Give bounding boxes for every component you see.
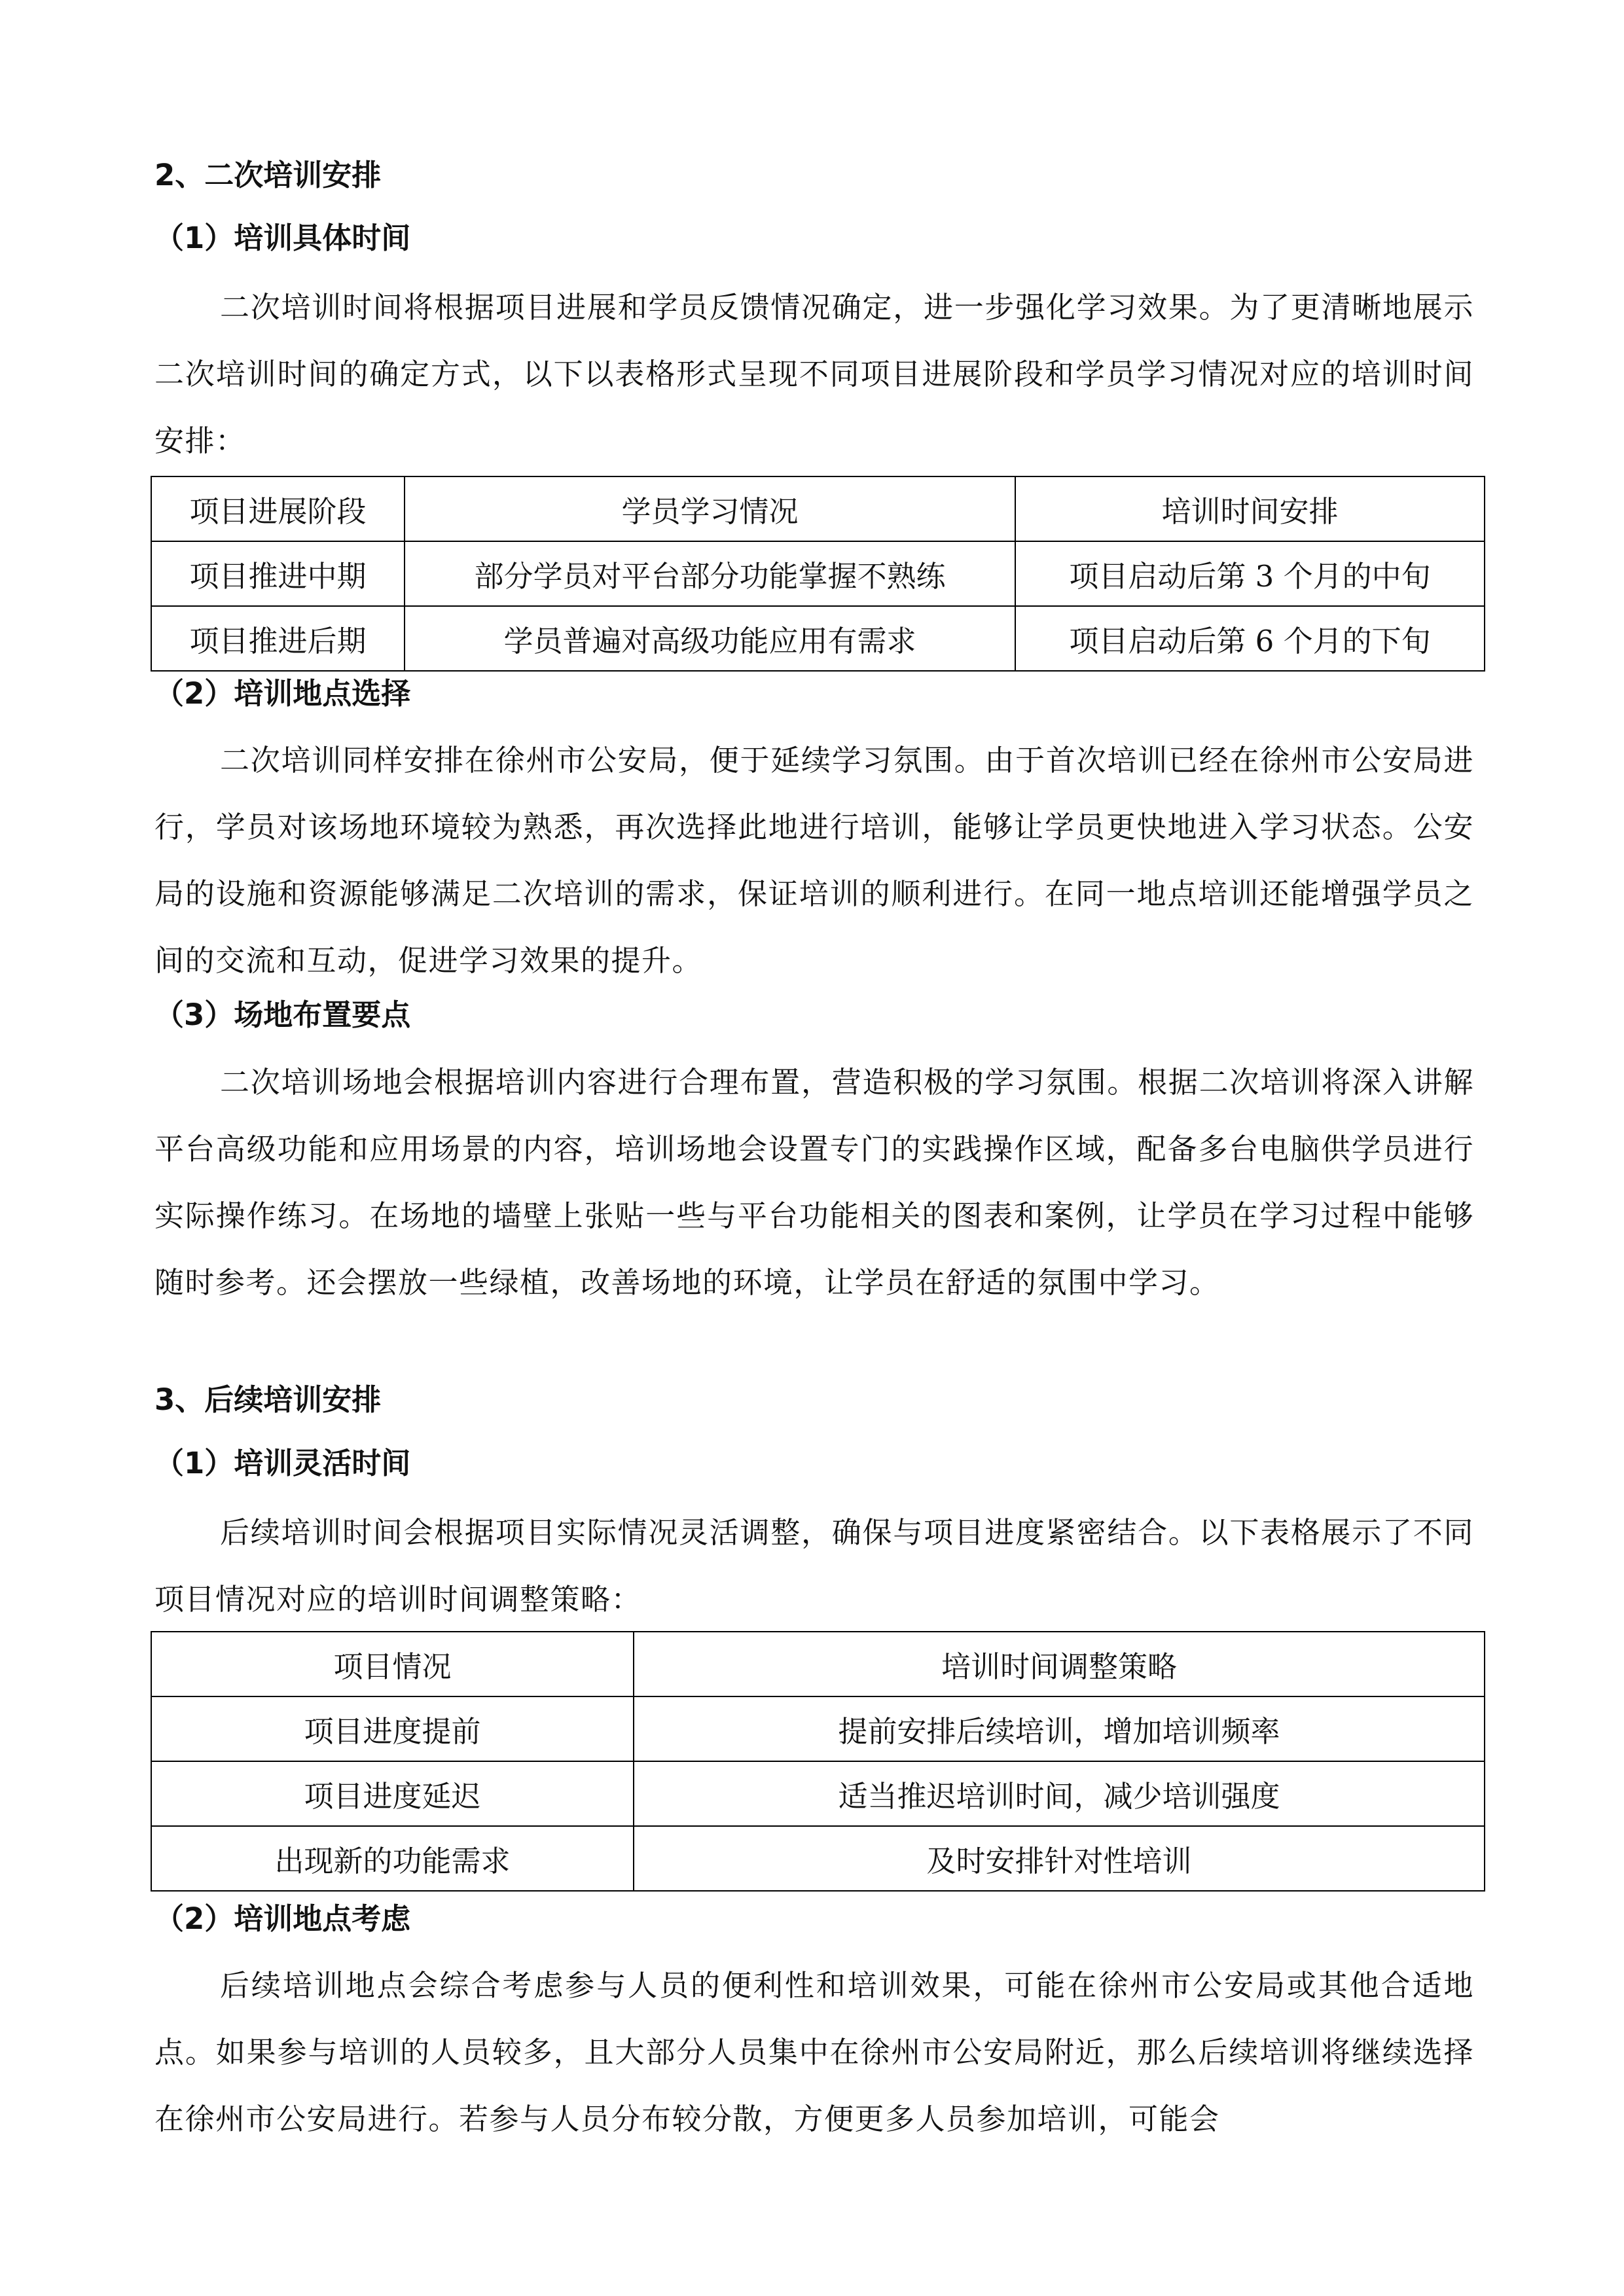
sub-heading-training-time: （1）培训具体时间 [154, 221, 411, 255]
table-row [151, 1696, 1485, 1761]
sub-heading-training-location: （2）培训地点选择 [154, 676, 411, 711]
paragraph-location-considerations: 后续培训地点会综合考虑参与人员的便利性和培训效果，可能在徐州市公安局或其他合适地点。如果参与培训的人员较多，且大部分人员集中在徐州市公安局附近，那么后续培训将继续选择在徐州市公安局进行。若参与人员分布较分散，方便更多人员参加培训，可能会 [154, 1968, 1474, 2136]
section-2-heading: 2、二次培训安排 [154, 158, 382, 192]
table-cell: 项目进度延迟 [151, 1761, 634, 1826]
sub-heading-flexible-time: （1）培训灵活时间 [154, 1446, 411, 1480]
paragraph-training-location: 二次培训同样安排在徐州市公安局，便于延续学习氛围。由于首次培训已经在徐州市公安局进行，学员对该场地环境较为熟悉，再次选择此地进行培训，能够让学员更快地进入学习状态。公安局的设施和资源能够满足二次培训的需求，保证培训的顺利进行。在同一地点培训还能增强学员之间的交流和互动，促进学习效果的提升。 [154, 743, 1474, 978]
section-3-heading: 3、后续培训安排 [154, 1382, 382, 1417]
table-cell: 出现新的功能需求 [151, 1826, 634, 1891]
table-header-cell: 项目情况 [151, 1632, 634, 1696]
sub-heading-venue-layout: （3）场地布置要点 [154, 997, 411, 1032]
table-header-row [151, 1632, 1485, 1696]
table-header-cell: 培训时间安排 [1015, 476, 1485, 541]
paragraph-flexible-time: 后续培训时间会根据项目实际情况灵活调整，确保与项目进度紧密结合。以下表格展示了不同项目情况对应的培训时间调整策略： [154, 1515, 1474, 1617]
sub-heading-location-considerations: （2）培训地点考虑 [154, 1901, 411, 1936]
table-cell: 学员普遍对高级功能应用有需求 [405, 606, 1015, 671]
table-cell: 项目进度提前 [151, 1696, 634, 1761]
table-cell: 项目推进中期 [151, 541, 405, 606]
table-cell: 部分学员对平台部分功能掌握不熟练 [405, 541, 1015, 606]
paragraph-training-time: 二次培训时间将根据项目进展和学员反馈情况确定，进一步强化学习效果。为了更清晰地展示二次培训时间的确定方式，以下以表格形式呈现不同项目进展阶段和学员学习情况对应的培训时间安排： [154, 290, 1474, 458]
table-cell: 项目推进后期 [151, 606, 405, 671]
table-cell: 项目启动后第 6 个月的下旬 [1015, 606, 1485, 671]
table-header-cell: 项目进展阶段 [151, 476, 405, 541]
table-row [151, 1826, 1485, 1891]
second-training-schedule-table [151, 476, 1485, 672]
table-header-cell: 学员学习情况 [405, 476, 1015, 541]
table-header-cell: 培训时间调整策略 [634, 1632, 1485, 1696]
table-row [151, 541, 1485, 606]
paragraph-venue-layout: 二次培训场地会根据培训内容进行合理布置，营造积极的学习氛围。根据二次培训将深入讲解平台高级功能和应用场景的内容，培训场地会设置专门的实践操作区域，配备多台电脑供学员进行实际操作练习。在场地的墙壁上张贴一些与平台功能相关的图表和案例，让学员在学习过程中能够随时参考。还会摆放一些绿植，改善场地的环境，让学员在舒适的氛围中学习。 [154, 1065, 1474, 1300]
table-header-row [151, 476, 1485, 541]
table-row [151, 606, 1485, 671]
table-cell: 项目启动后第 3 个月的中旬 [1015, 541, 1485, 606]
table-cell: 提前安排后续培训，增加培训频率 [634, 1696, 1485, 1761]
follow-up-training-adjustment-table [151, 1631, 1485, 1892]
table-cell: 及时安排针对性培训 [634, 1826, 1485, 1891]
table-cell: 适当推迟培训时间，减少培训强度 [634, 1761, 1485, 1826]
table-row [151, 1761, 1485, 1826]
